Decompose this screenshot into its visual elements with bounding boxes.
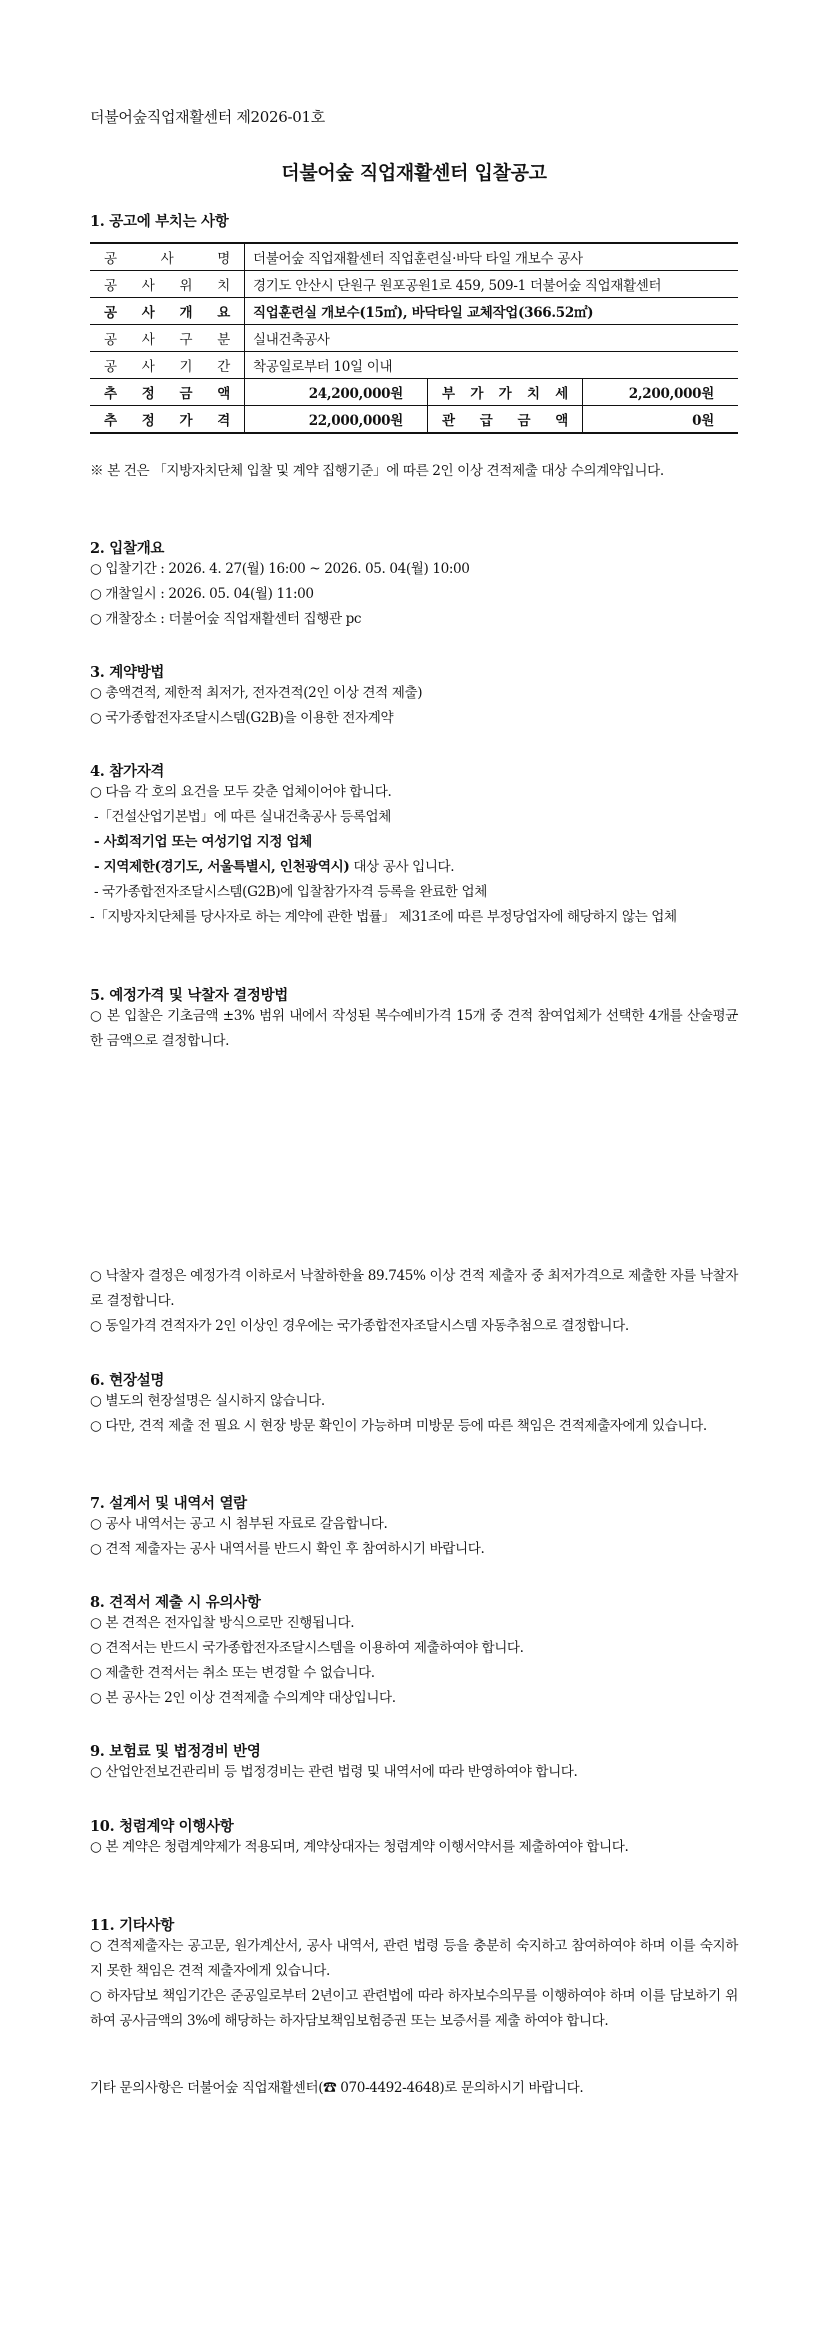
row-label: 공 사 위 치 [90,271,245,298]
list-item: ○ 견적서는 반드시 국가종합전자조달시스템을 이용하여 제출하여야 합니다. [90,1640,524,1656]
list-item: - 국가종합전자조달시스템(G2B)에 입찰참가자격 등록을 완료한 업체 [94,884,487,900]
est-price-value: 22,000,000원 [245,406,428,434]
list-item: ○ 개찰장소 : 더불어숲 직업재활센터 집행관 pc [90,611,362,627]
list-item: ○ 동일가격 견적자가 2인 이상인 경우에는 국가종합전자조달시스템 자동추첨으로 결정합니다. [90,1318,629,1334]
table-row [90,325,738,352]
list-item: ○ 별도의 현장설명은 실시하지 않습니다. [90,1393,325,1409]
section-2-heading: 2. 입찰개요 [90,540,165,557]
table-row [90,298,738,325]
section-7-heading: 7. 설계서 및 내역서 열람 [90,1495,247,1512]
section-10-heading: 10. 청렴계약 이행사항 [90,1818,234,1835]
bid-info-table [90,242,738,434]
document-number: 더불어숲직업재활센터 제2026-01호 [90,108,325,126]
contact-line: 기타 문의사항은 더불어숲 직업재활센터(☎ 070-4492-4648)로 문의하시기 바랍니다. [90,2080,584,2096]
list-item: ○ 낙찰자 결정은 예정가격 이하로서 낙찰하한율 89.745% 이상 견적 제출자 중 최저가격으로 제출한 자를 낙찰자로 결정합니다. [90,1268,738,1309]
section-4-heading: 4. 참가자격 [90,763,165,780]
section-6-heading: 6. 현장설명 [90,1372,165,1389]
list-item: ○ 산업안전보건관리비 등 법정경비는 관련 법령 및 내역서에 따라 반영하여야 합니다. [90,1764,578,1780]
row-value: 착공일로부터 10일 이내 [245,352,739,379]
list-item: ○ 총액견적, 제한적 최저가, 전자견적(2인 이상 견적 제출) [90,685,423,701]
list-item: ○ 본 계약은 청렴계약제가 적용되며, 계약상대자는 청렴계약 이행서약서를 제출하여야 합니다. [90,1839,629,1855]
list-item: ○ 견적 제출자는 공사 내역서를 반드시 확인 후 참여하시기 바랍니다. [90,1541,485,1557]
table-row [90,406,738,434]
section-1-heading: 1. 공고에 부치는 사항 [90,213,229,230]
row-value: 직업훈련실 개보수(15㎡), 바닥타일 교체작업(366.52㎡) [245,298,739,325]
row-label: 공 사 개 요 [90,298,245,325]
section-3-heading: 3. 계약방법 [90,664,165,681]
row-label: 공 사 구 분 [90,325,245,352]
gov-amount-value: 0원 [583,406,739,434]
list-item: ○ 다만, 견적 제출 전 필요 시 현장 방문 확인이 가능하며 미방문 등에 따른 책임은 견적제출자에게 있습니다. [90,1418,707,1434]
gov-amount-label: 관 급 금 액 [428,406,583,434]
section-11-heading: 11. 기타사항 [90,1917,174,1934]
list-item: ○ 견적제출자는 공고문, 원가계산서, 공사 내역서, 관련 법령 등을 충분히 숙지하고 참여하여야 하며 이를 숙지하지 못한 책임은 견적 제출자에게 있습니다. [90,1938,738,1979]
list-item: ○ 국가종합전자조달시스템(G2B)을 이용한 전자계약 [90,710,394,726]
row-value: 실내건축공사 [245,325,739,352]
row-value: 더불어숲 직업재활센터 직업훈련실·바닥 타일 개보수 공사 [245,243,739,271]
list-item: ○ 본 견적은 전자입찰 방식으로만 진행됩니다. [90,1615,355,1631]
section-8-heading: 8. 견적서 제출 시 유의사항 [90,1594,261,1611]
section-1-note: ※ 본 건은 「지방자치단체 입찰 및 계약 집행기준」에 따른 2인 이상 견적제출 대상 수의계약입니다. [90,463,664,479]
list-item: ○ 개찰일시 : 2026. 05. 04(월) 11:00 [90,586,314,602]
list-item: ○ 하자담보 책임기간은 준공일로부터 2년이고 관련법에 따라 하자보수의무를 이행하여야 하며 이를 담보하기 위하여 공사금액의 3%에 해당하는 하자담보책임보험증권 또는 보증서를 제출 하여야 합니다. [90,1988,738,2029]
row-label: 공 사 명 [90,243,245,271]
page-title: 더불어숲 직업재활센터 입찰공고 [281,162,547,184]
table-row [90,379,738,406]
list-item: ○ 공사 내역서는 공고 시 첨부된 자료로 갈음합니다. [90,1516,388,1532]
list-item: -「건설산업기본법」에 따른 실내건축공사 등록업체 [94,809,391,825]
list-item [94,855,742,880]
section-5-heading: 5. 예정가격 및 낙찰자 결정방법 [90,987,289,1004]
section-9-heading: 9. 보험료 및 법정경비 반영 [90,1743,261,1760]
est-amount-value: 24,200,000원 [245,379,428,406]
table-row [90,271,738,298]
row-label: 공 사 기 간 [90,352,245,379]
list-item: -「지방자치단체를 당사자로 하는 계약에 관한 법률」 제31조에 따른 부정당업자에 해당하지 않는 업체 [90,909,677,925]
list-item: ○ 제출한 견적서는 취소 또는 변경할 수 없습니다. [90,1665,375,1681]
list-item: - 사회적기업 또는 여성기업 지정 업체 [94,834,312,850]
vat-value: 2,200,000원 [583,379,739,406]
est-price-label: 추 정 가 격 [90,406,245,434]
list-item: ○ 본 입찰은 기초금액 ±3% 범위 내에서 작성된 복수예비가격 15개 중 견적 참여업체가 선택한 4개를 산술평균한 금액으로 결정합니다. [90,1008,738,1049]
est-amount-label: 추 정 금 액 [90,379,245,406]
list-item: ○ 다음 각 호의 요건을 모두 갖춘 업체이어야 합니다. [90,784,392,800]
vat-label: 부 가 가 치 세 [428,379,583,406]
list-item: ○ 본 공사는 2인 이상 견적제출 수의계약 대상입니다. [90,1690,396,1706]
region-restriction: - 지역제한(경기도, 서울특별시, 인천광역시) [94,859,350,875]
table-row [90,243,738,271]
table-row [90,352,738,379]
list-item: ○ 입찰기간 : 2026. 4. 27(월) 16:00 ~ 2026. 05. 04(월) 10:00 [90,561,470,577]
row-value: 경기도 안산시 단원구 원포공원1로 459, 509-1 더불어숲 직업재활센터 [245,271,739,298]
region-restriction-suffix: 대상 공사 입니다. [349,859,455,875]
